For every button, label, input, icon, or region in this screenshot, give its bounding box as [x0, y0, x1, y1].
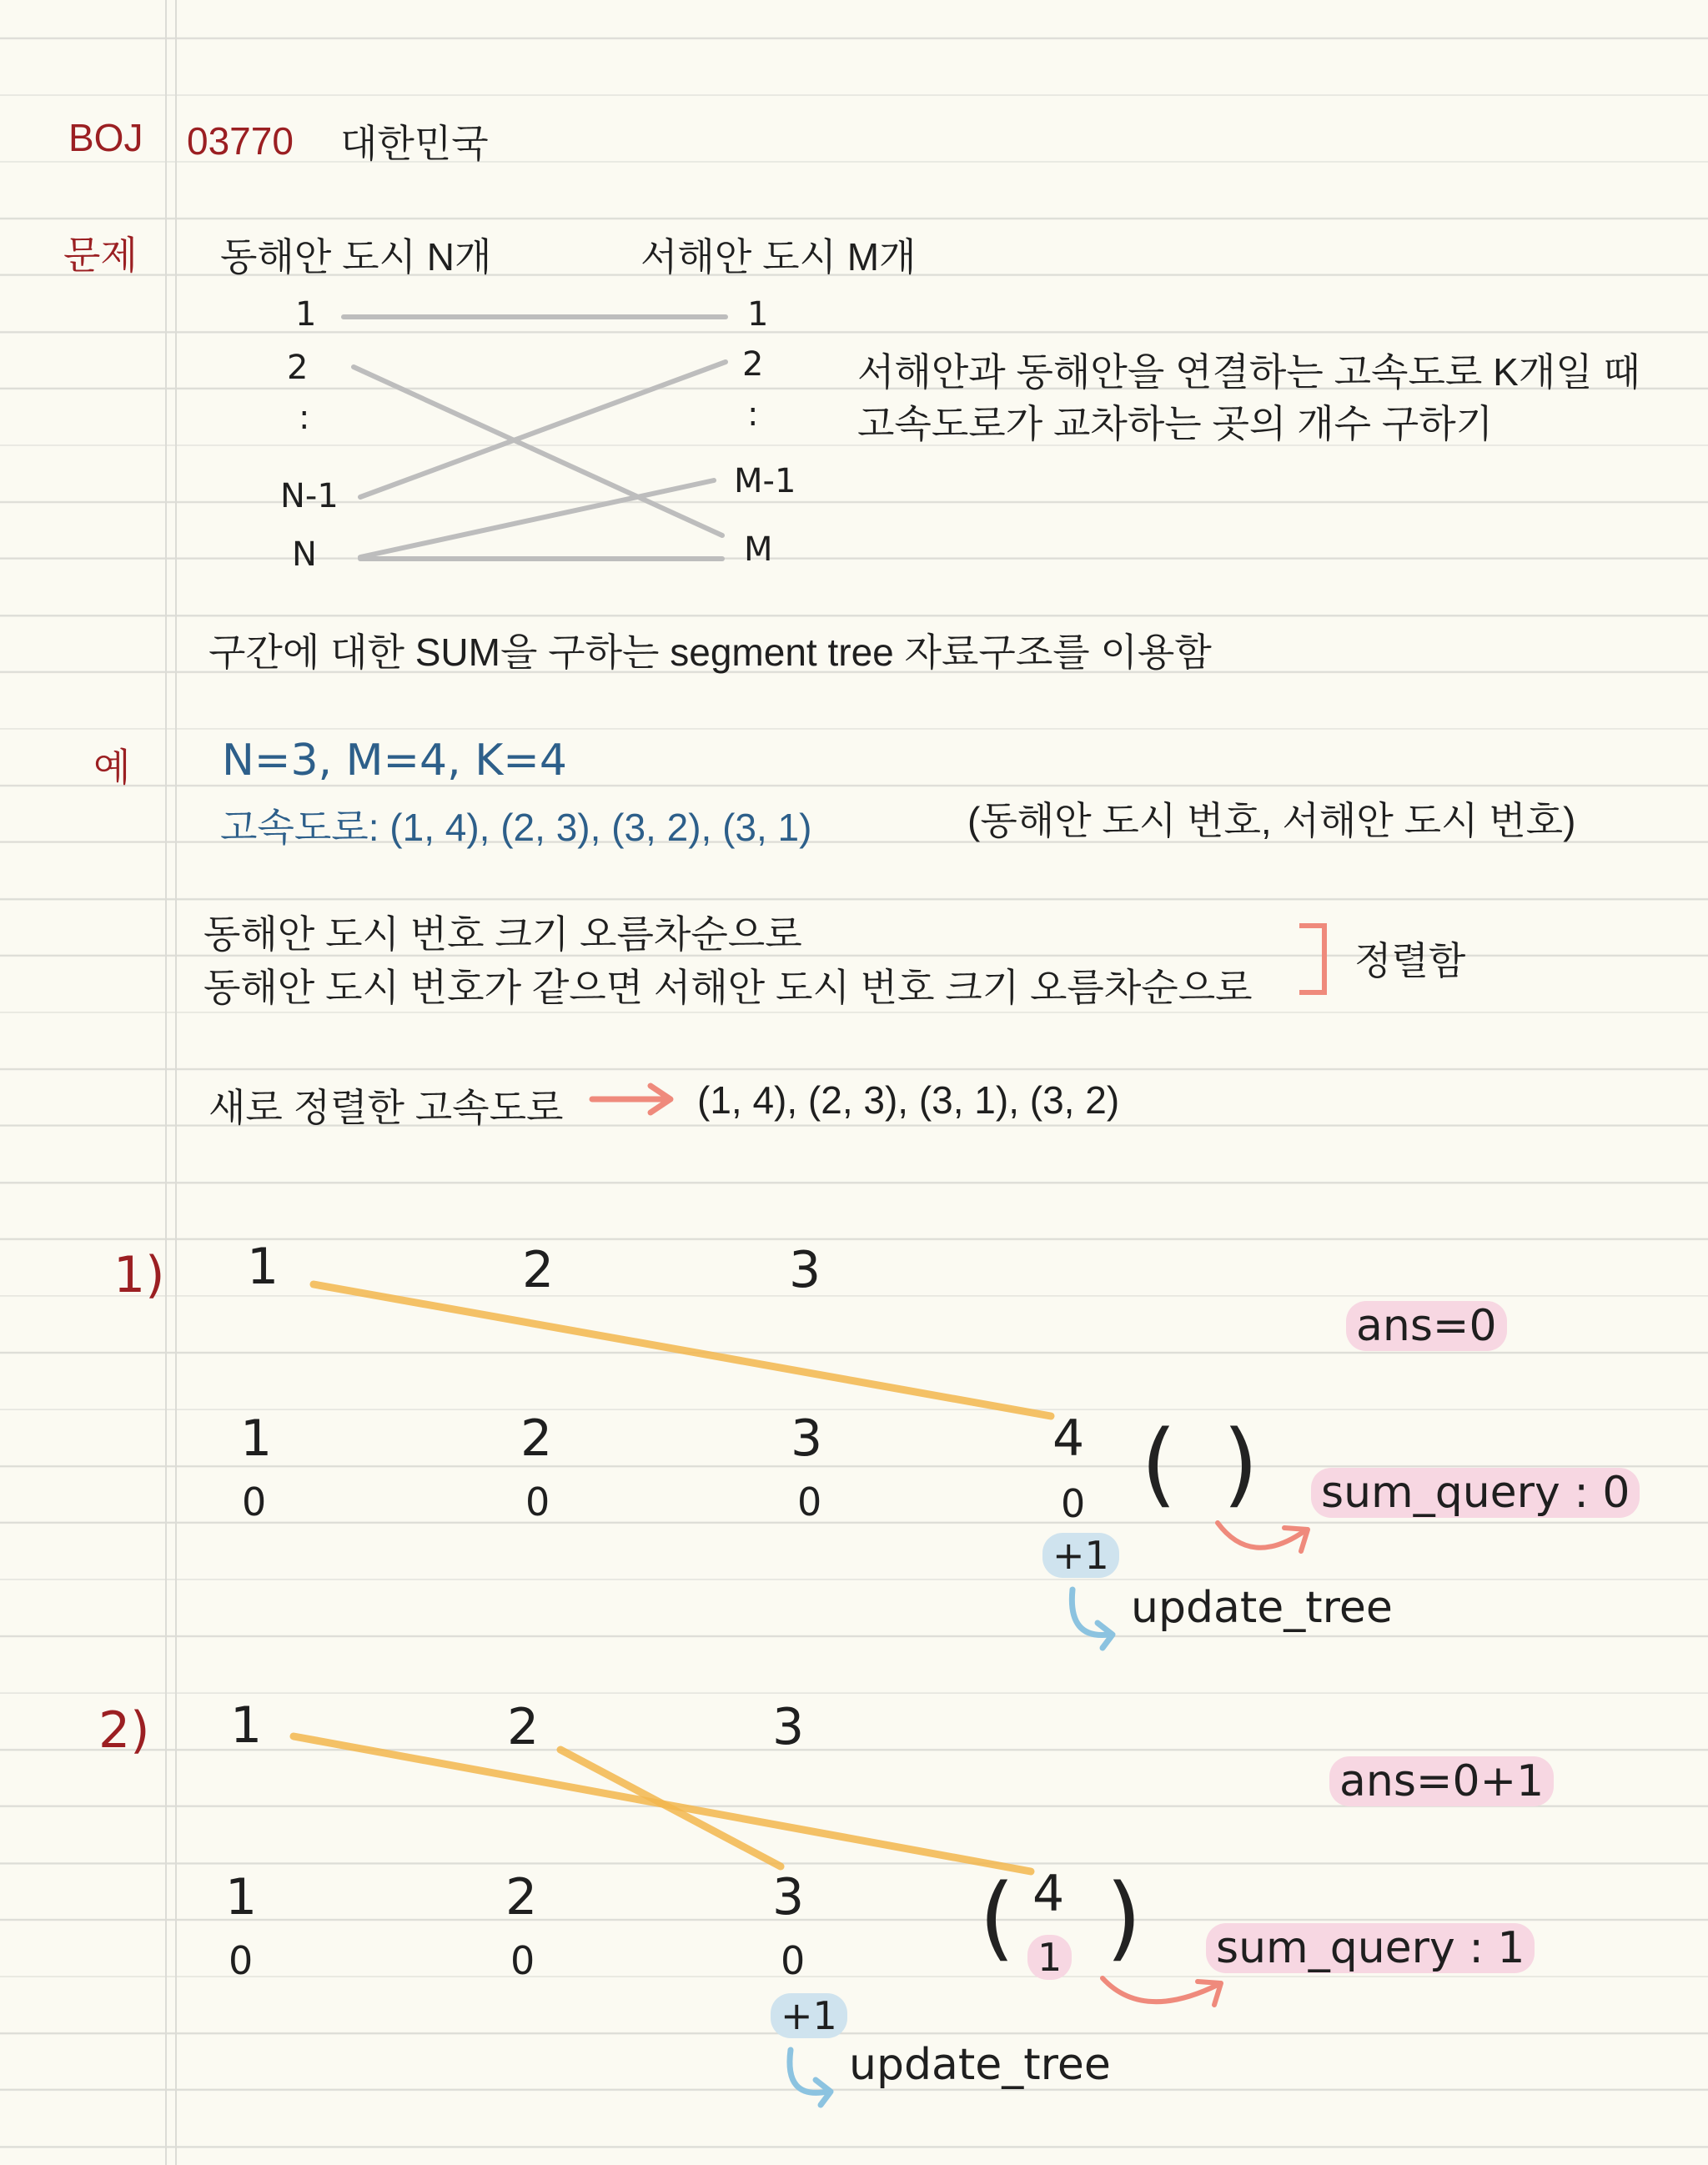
close-paren: ) — [1223, 1410, 1258, 1517]
step-1-bottom-node: 1 — [240, 1409, 273, 1468]
step-2-top-node: 2 — [507, 1698, 540, 1756]
highway-line — [360, 480, 714, 557]
step-1-bottom-node: 2 — [520, 1409, 553, 1468]
east-node: : — [299, 399, 310, 437]
step-2-value: 0 — [510, 1938, 535, 1983]
header-title: 대한민국 — [340, 122, 489, 165]
highway-line — [354, 367, 722, 535]
example-label: 예 — [93, 746, 131, 789]
step-1-value: 0 — [1061, 1481, 1086, 1526]
step-1-road — [314, 1284, 1051, 1416]
step-1-value: 0 — [242, 1479, 267, 1525]
step-1-top-node: 3 — [789, 1241, 821, 1299]
new-roads-label: 새로 정렬한 고속도로 — [208, 1086, 564, 1129]
header-number: 03770 — [187, 119, 294, 163]
value-text: 1 — [1027, 1935, 1072, 1980]
west-node: : — [747, 395, 759, 434]
sort-bracket — [1299, 926, 1324, 992]
sum-text: sum_query : 0 — [1311, 1468, 1640, 1518]
step-1-update: update_tree — [1131, 1583, 1393, 1633]
step-1-bottom-node: 4 — [1052, 1409, 1085, 1468]
ans-text: ans=0 — [1346, 1301, 1507, 1351]
ans-text: ans=0+1 — [1329, 1756, 1554, 1806]
east-node: N — [292, 535, 317, 574]
step-1-label: 1) — [113, 1246, 165, 1304]
open-paren: ( — [979, 1864, 1015, 1971]
problem-label: 문제 — [63, 234, 138, 277]
west-title: 서해안 도시 M개 — [640, 235, 917, 279]
step-2-bottom-node: 2 — [505, 1868, 538, 1926]
east-title: 동해안 도시 N개 — [220, 235, 492, 279]
example-note: (동해안 도시 번호, 서해안 도시 번호) — [967, 799, 1576, 842]
west-node: M — [744, 530, 773, 569]
step-1-top-node: 2 — [522, 1241, 555, 1299]
step-1-value: 0 — [797, 1479, 822, 1525]
step-1-bottom-node: 3 — [791, 1409, 823, 1468]
close-paren: ) — [1106, 1864, 1142, 1971]
step-2-value: 0 — [781, 1938, 806, 1983]
problem-desc-1: 서해안과 동해안을 연결하는 고속도로 K개일 때 — [857, 350, 1640, 394]
sort-rule-2: 동해안 도시 번호가 같으면 서해안 도시 번호 크기 오름차순으로 — [203, 966, 1253, 1009]
west-node: 2 — [742, 345, 764, 384]
example-roads: 고속도로: (1, 4), (2, 3), (3, 2), (3, 1) — [220, 806, 812, 849]
step-2-top-node: 1 — [230, 1696, 263, 1755]
step-2-value: 0 — [229, 1938, 254, 1983]
sum-text: sum_query : 1 — [1206, 1923, 1535, 1973]
west-node: M-1 — [734, 462, 796, 500]
new-roads: (1, 4), (2, 3), (3, 1), (3, 2) — [697, 1078, 1120, 1122]
sort-rule-1: 동해안 도시 번호 크기 오름차순으로 — [203, 912, 802, 956]
example-params: N=3, M=4, K=4 — [222, 736, 567, 786]
step-1-value: 0 — [525, 1479, 550, 1525]
highway-line — [360, 362, 726, 497]
method-text: 구간에 대한 SUM을 구하는 segment tree 자료구조를 이용함 — [208, 630, 1212, 674]
sort-result: 정렬함 — [1354, 939, 1466, 982]
step-2-road — [560, 1750, 781, 1866]
east-node: N-1 — [280, 477, 339, 515]
step-2-bottom-node: 1 — [225, 1868, 258, 1926]
step-2-bottom-node: 3 — [772, 1868, 805, 1926]
step-2-bottom-node: 4 — [1032, 1865, 1065, 1923]
step-1-top-node: 1 — [247, 1238, 279, 1296]
open-paren: ( — [1141, 1410, 1177, 1517]
east-node: 1 — [295, 295, 317, 334]
step-2-label: 2) — [98, 1701, 150, 1760]
problem-desc-2: 고속도로가 교차하는 곳의 개수 구하기 — [857, 402, 1494, 445]
step-2-top-node: 3 — [772, 1698, 805, 1756]
east-node: 2 — [287, 349, 309, 387]
plus-text: +1 — [771, 1993, 847, 2038]
header-source: BOJ — [68, 116, 143, 159]
west-node: 1 — [747, 295, 769, 334]
plus-text: +1 — [1042, 1533, 1119, 1578]
step-2-update: update_tree — [849, 2040, 1111, 2090]
